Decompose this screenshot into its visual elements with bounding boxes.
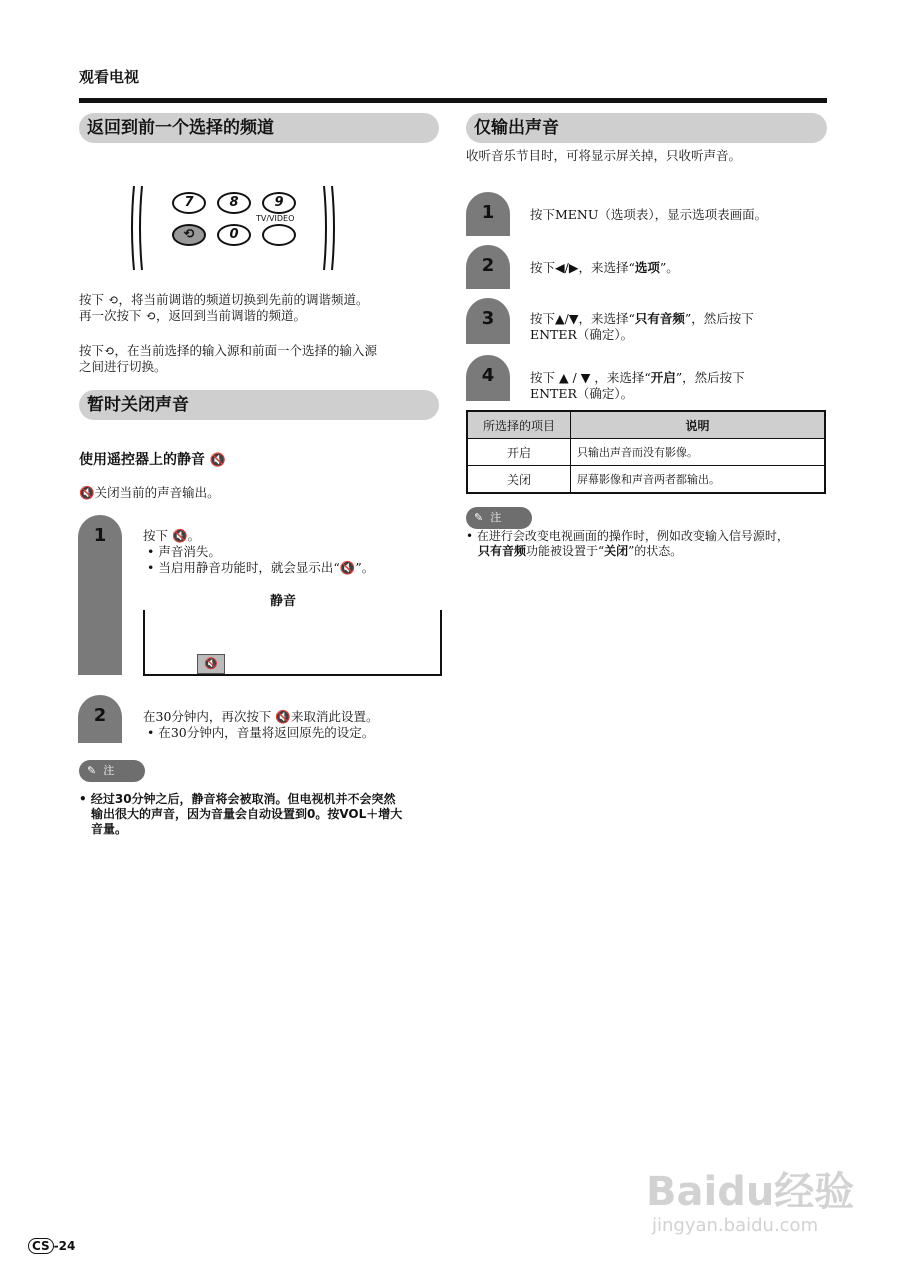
tv-video-label: TV/VIDEO (256, 214, 295, 223)
table-cell-item: 关闭 (467, 466, 571, 494)
mute-step-2-number: 2 (78, 695, 122, 743)
mute-step-1-number: 1 (78, 515, 122, 675)
audio-step-3-option: 只有音频 (634, 311, 685, 326)
left-note-line-2: 输出很大的声音，因为音量会自动设置到0。按VOL＋增大 (91, 807, 403, 821)
mute-step-1-text: 按下 🔇。 • 声音消失。 • 当启用静音功能时，就会显示出“🔇”。 (143, 528, 375, 575)
mute-step-1-line: 按下 (143, 528, 169, 543)
table-cell-description: 屏幕影像和声音两者都输出。 (571, 466, 826, 494)
flashback-paragraph-2 (79, 343, 377, 375)
mute-step-2-line: 在30分钟内，再次按下 (143, 709, 272, 724)
left-note-text: • 经过30分钟之后，静音将会被取消。但电视机并不会突然 输出很大的声音，因为音量会自动设置到0。按VOL＋增大 音量。 (79, 792, 403, 836)
table-row (467, 439, 825, 466)
header-rule (79, 98, 827, 103)
audio-step-2-line-b: ”。 (659, 260, 679, 275)
audio-step-4-line-b: ”，然后按下 (675, 370, 745, 385)
page-number: -24 (53, 1239, 76, 1253)
mute-screen-label: 静音 (270, 594, 297, 609)
section-title-previous-channel: 返回到前一个选择的频道 (79, 113, 439, 143)
table-cell-item: 开启 (467, 439, 571, 466)
audio-step-3-line-2: ENTER（确定）。 (530, 327, 634, 342)
page-footer (28, 1238, 75, 1254)
left-note-line-1: 经过30分钟之后，静音将会被取消。但电视机并不会突然 (90, 792, 396, 806)
audio-step-3-line-a: 按下▲/▼，来选择“ (530, 311, 635, 326)
mute-icon: 🔇 (79, 485, 95, 500)
section-title-audio-only: 仅输出声音 (466, 113, 827, 143)
mute-intro-text: 关闭当前的声音输出。 (94, 485, 220, 500)
cs-badge: CS (28, 1238, 54, 1254)
table-row (467, 466, 825, 494)
left-note-line-3: 音量。 (91, 822, 128, 836)
baidu-watermark-logo: Baidu经验 (646, 1169, 855, 1215)
mute-step-2-bullet-1: 在30分钟内，音量将返回原先的设定。 (158, 725, 375, 740)
left-note-label: 注 (103, 764, 115, 777)
right-note-line-2b: ”的状态。 (628, 544, 683, 558)
audio-step-3-text (530, 311, 754, 343)
right-note-off: 关闭 (604, 544, 629, 558)
audio-only-intro: 收听音乐节目时，可将显示屏关掉，只收听声音。 (466, 148, 742, 163)
note-pencil-icon: ✎ (87, 764, 97, 777)
right-note-line-2a: 功能被设置于“ (526, 544, 605, 558)
audio-step-4-option: 开启 (650, 370, 676, 385)
mute-indicator-icon: 🔇 (339, 560, 356, 575)
audio-step-1-text: 按下MENU（选项表），显示选项表画面。 (530, 207, 768, 222)
audio-step-2-line-a: 按下◀/▶，来选择“ (530, 260, 635, 275)
mute-icon: 🔇 (209, 453, 227, 468)
remote-key-9[interactable]: 9 (262, 192, 296, 214)
mute-subtitle (79, 449, 226, 469)
remote-key-8[interactable]: 8 (217, 192, 251, 214)
audio-only-table (466, 410, 826, 494)
remote-illustration (128, 186, 338, 270)
mute-onscreen-icon: 🔇 (197, 654, 225, 674)
audio-step-3-line-b: ”，然后按下 (684, 311, 754, 326)
mute-intro (79, 485, 220, 501)
audio-step-4-number: 4 (466, 355, 510, 401)
page-header-title: 观看电视 (79, 68, 140, 86)
audio-step-1-number: 1 (466, 192, 510, 236)
right-note-text: • 在进行会改变电视画面的操作时，例如改变输入信号源时， 只有音频功能被设置于“关闭”的状态。 (466, 529, 789, 558)
right-note-label: 注 (490, 511, 502, 524)
section-title-mute: 暂时关闭声音 (79, 390, 439, 420)
audio-step-2-text (530, 260, 679, 276)
audio-step-4-line-a: 按下 ▲ / ▼ ，来选择“ (530, 370, 651, 385)
table-header-item: 所选择的项目 (467, 411, 571, 439)
flashback-paragraph-1-line-1: 按下 ⟲，将当前调谐的频道切换到先前的调谐频道。 (79, 292, 369, 307)
flashback-paragraph-1 (79, 292, 368, 324)
mute-subtitle-text: 使用遥控器上的静音 (79, 452, 205, 468)
audio-step-3-number: 3 (466, 298, 510, 344)
remote-key-0[interactable]: 0 (217, 224, 251, 246)
right-note-line-1: 在进行会改变电视画面的操作时，例如改变输入信号源时， (476, 529, 789, 543)
table-header-row (467, 411, 825, 439)
flashback-paragraph-2-line-1: 按下⟲，在当前选择的输入源和前面一个选择的输入源 (79, 343, 377, 358)
right-note-tag (466, 507, 532, 529)
tv-video-key[interactable] (262, 224, 296, 246)
audio-step-4-line-2: ENTER（确定）。 (530, 386, 634, 401)
mute-step-2-line-end: 来取消此设置。 (290, 709, 379, 724)
note-pencil-icon: ✎ (474, 511, 484, 524)
table-cell-description: 只输出声音而没有影像。 (571, 439, 826, 466)
mute-step-2-text: 在30分钟内，再次按下 🔇来取消此设置。 • 在30分钟内，音量将返回原先的设定。 (143, 709, 379, 740)
left-note-tag (79, 760, 145, 782)
audio-step-2-number: 2 (466, 245, 510, 289)
mute-icon: 🔇 (172, 528, 188, 543)
mute-step-1-bullet-2: 当启用静音功能时，就会显示出“ (158, 560, 340, 575)
audio-step-2-option: 选项 (634, 260, 660, 275)
remote-key-7[interactable]: 7 (172, 192, 206, 214)
mute-icon: 🔇 (275, 709, 291, 724)
flashback-paragraph-1-line-2: 再一次按下 ⟲，返回到当前调谐的频道。 (79, 308, 306, 323)
table-header-description: 说明 (571, 411, 826, 439)
flashback-paragraph-2-line-2: 之间进行切换。 (79, 359, 167, 374)
mute-step-1-bullet-1: 声音消失。 (158, 544, 221, 559)
mute-step-1-bullet-2-end: ”。 (355, 560, 375, 575)
audio-step-4-text (530, 370, 745, 402)
right-note-audio-only: 只有音频 (478, 544, 527, 558)
flashback-key-icon[interactable]: ⟲ (172, 224, 206, 246)
mute-screen-illustration (143, 610, 442, 676)
baidu-watermark-url: jingyan.baidu.com (652, 1215, 819, 1236)
